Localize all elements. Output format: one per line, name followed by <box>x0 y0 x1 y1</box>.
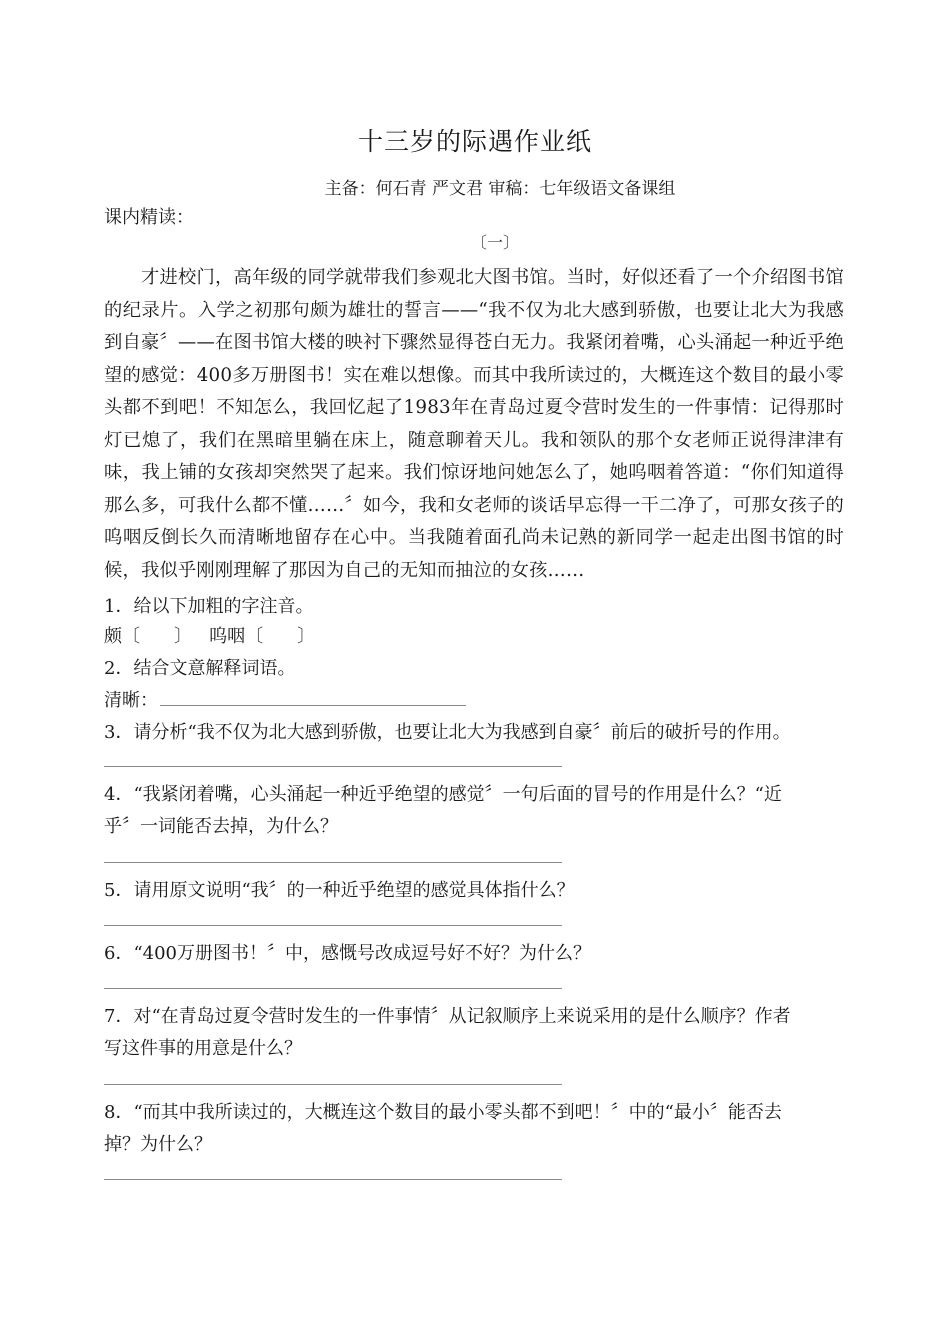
page-title: 十三岁的际遇作业纸 <box>357 127 592 156</box>
q4-answer-line[interactable] <box>104 862 562 863</box>
question-8-line-2: 掉？为什么？ <box>104 1134 212 1155</box>
question-5: 5．请用原文说明“我〞的一种近乎绝望的感觉具体指什么？ <box>104 880 575 901</box>
q2-answer-line[interactable] <box>160 689 466 706</box>
q1-item-wuye-open: 呜咽〔 <box>209 626 264 647</box>
q5-answer-line[interactable] <box>104 925 562 926</box>
question-6: 6．“400万册图书！〞中，感慨号改成逗号好不好？为什么？ <box>104 943 592 964</box>
question-4-line-1: 4．“我紧闭着嘴，心头涌起一种近乎绝望的感觉〞一句后面的冒号的作用是什么？“近 <box>104 784 782 805</box>
q1-item-po-close: 〕 <box>174 626 192 647</box>
question-2: 2．结合文意解释词语。 <box>104 658 296 679</box>
q1-item-wuye-close: 〕 <box>297 626 316 647</box>
part-label: 〔一〕 <box>470 233 519 252</box>
question-3: 3．请分析“我不仅为北大感到骄傲，也要让北大为我感到自豪〞前后的破折号的作用。 <box>104 722 791 743</box>
question-7-line-2: 写这件事的用意是什么？ <box>104 1038 302 1059</box>
q8-answer-line[interactable] <box>104 1179 562 1180</box>
reading-passage: 才进校门，高年级的同学就带我们参观北大图书馆。当时，好似还看了一个介绍图书馆的纪录片。入学之初那句颇为雄壮的誓言——“我不仅为北大感到骄傲，也要让北大为我感到自豪〞——在图书馆大楼的映衬下骤然显得苍白无力。我紧闭着嘴，心头涌起一种近乎绝望的感觉：400多万册图书！实在难以想像。而其中我所读过的，大概连这个数目的最小零头都不到吧！不知怎么，我回忆起了1983年在青岛过夏令营时发生的一件事情：记得那时灯已熄了，我们在黑暗里躺在床上，随意聊着天儿。我和领队的那个女老师正说得津津有味，我上铺的女孩却突然哭了起来。我们惊讶地问她怎么了，她呜咽着答道：“你们知道得那么多，可我什么都不懂……〞如今，我和女老师的谈话早忘得一干二净了，可那女孩子的呜咽反倒长久而清晰地留存在心中。当我随着面孔尚未记熟的新同学一起走出图书馆的时候，我似乎刚刚理解了那因为自己的无知而抽泣的女孩…… <box>104 267 844 581</box>
authors-line: 主备：何石青 严文君 审稿：七年级语文备课组 <box>324 179 676 199</box>
question-7-line-1: 7．对“在青岛过夏令营时发生的一件事情〞从记叙顺序上来说采用的是什么顺序？作者 <box>104 1006 791 1027</box>
question-8-line-1: 8．“而其中我所读过的，大概连这个数目的最小零头都不到吧！〞中的“最小〞能否去 <box>104 1102 782 1123</box>
question-2-term-row <box>104 686 466 712</box>
section-heading: 课内精读： <box>104 207 194 228</box>
question-1: 1．给以下加粗的字注音。 <box>104 596 314 617</box>
q7-answer-line[interactable] <box>104 1084 562 1085</box>
q1-item-po-open: 颇〔 <box>104 626 140 647</box>
q2-term: 清晰： <box>104 690 158 711</box>
question-1-items <box>104 622 315 648</box>
question-4-line-2: 乎〞一词能否去掉，为什么？ <box>104 816 338 837</box>
q6-answer-line[interactable] <box>104 988 562 989</box>
q3-answer-line[interactable] <box>104 766 562 767</box>
